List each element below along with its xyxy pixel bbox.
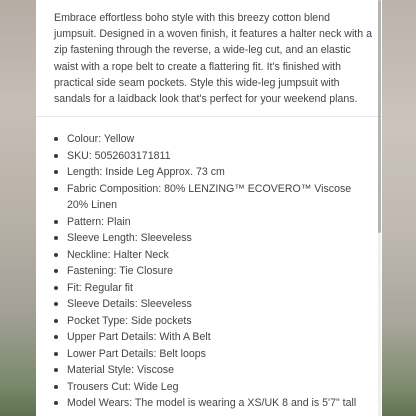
bullet-icon: [54, 368, 58, 372]
spec-item: [36, 379, 382, 396]
spec-item: [36, 362, 382, 379]
spec-text: Neckline: Halter Neck: [67, 248, 169, 261]
spec-item: [36, 313, 382, 330]
spec-text: Fastening: Tie Closure: [67, 265, 173, 277]
product-specs-list: [36, 131, 382, 412]
background-photo-right: [382, 0, 416, 416]
spec-text: Trousers Cut: Wide Leg: [67, 380, 179, 393]
spec-item: [36, 395, 382, 412]
spec-item: [36, 181, 382, 214]
section-divider: [36, 116, 382, 117]
spec-text: Model Wears: The model is wearing a XS/UK 8 and is 5'7" tall: [67, 397, 357, 409]
spec-text: Pattern: Plain: [67, 215, 131, 228]
spec-item: [36, 164, 382, 181]
spec-item: [36, 346, 382, 363]
bullet-icon: [54, 319, 58, 323]
spec-item: [36, 296, 382, 313]
spec-text: Fit: Regular fit: [67, 281, 133, 294]
bullet-icon: [54, 187, 58, 191]
spec-item: [36, 148, 382, 165]
product-description: Embrace effortless boho style with this breezy cotton blend jumpsuit. Designed in a woven finish, it features a halter neck with a zip fastening through the reverse, a wide-leg cut, and an elastic waist with a rope belt to create a flattering fit. It's finished with practical side seam pockets. Style this wide-leg jumpsuit with sandals for a laidback look that's perfect for your weekend plans.: [54, 12, 372, 106]
bullet-icon: [54, 302, 58, 306]
spec-item: [36, 247, 382, 264]
bullet-icon: [54, 137, 58, 141]
product-details-panel: [36, 0, 382, 416]
spec-text: SKU: 5052603171811: [67, 149, 171, 162]
scrollbar-thumb[interactable]: [378, 0, 381, 233]
spec-item: [36, 214, 382, 231]
background-photo-left: [0, 0, 36, 416]
bullet-icon: [54, 335, 58, 339]
bullet-icon: [54, 253, 58, 257]
spec-text: Pocket Type: Side pockets: [67, 314, 192, 327]
bullet-icon: [54, 286, 58, 290]
bullet-icon: [54, 220, 58, 224]
spec-text: Fabric Composition: 80% LENZING™ ECOVERO™ Viscose 20% Linen: [67, 182, 352, 211]
bullet-icon: [54, 401, 58, 405]
spec-item: [36, 280, 382, 297]
spec-item: [36, 230, 382, 247]
spec-item: [36, 329, 382, 346]
spec-item: [36, 263, 382, 280]
spec-item: [36, 131, 382, 148]
bullet-icon: [54, 170, 58, 174]
bullet-icon: [54, 385, 58, 389]
spec-text: Upper Part Details: With A Belt: [67, 331, 211, 343]
spec-text: Sleeve Details: Sleeveless: [67, 298, 192, 310]
spec-text: Lower Part Details: Belt loops: [67, 347, 206, 360]
spec-text: Colour: Yellow: [67, 133, 135, 145]
spec-text: Sleeve Length: Sleeveless: [67, 232, 192, 244]
spec-text: Length: Inside Leg Approx. 73 cm: [67, 166, 225, 178]
bullet-icon: [54, 236, 58, 240]
scrollbar[interactable]: [378, 0, 381, 416]
spec-text: Material Style: Viscose: [67, 364, 174, 376]
bullet-icon: [54, 269, 58, 273]
bullet-icon: [54, 352, 58, 356]
bullet-icon: [54, 154, 58, 158]
